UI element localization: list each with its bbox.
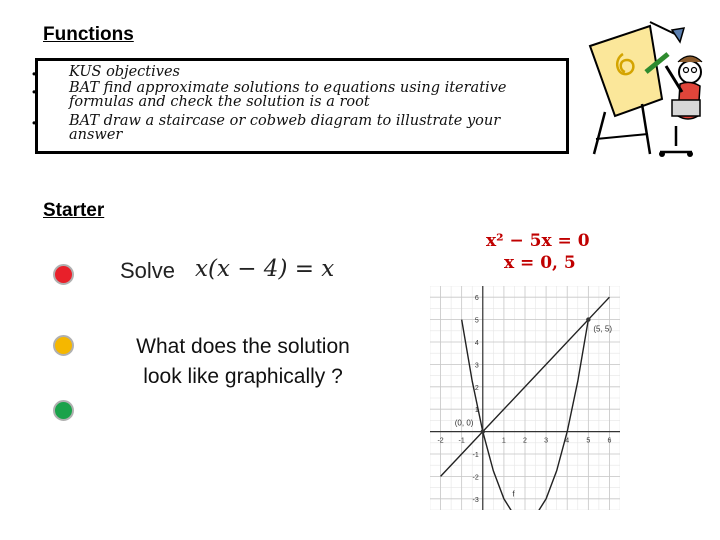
point-label: (5, 5): [593, 324, 613, 334]
objective-1-line-2: formulas and check the solution is a root: [69, 94, 370, 110]
curve-label: f: [512, 489, 515, 499]
y-tick-label: 1: [474, 407, 479, 415]
x-tick-label: 2: [523, 437, 527, 445]
intersection-point: [481, 429, 485, 433]
x-tick-label: -2: [437, 437, 444, 445]
y-tick-label: 5: [474, 317, 479, 325]
objective-2-line-2: answer: [69, 127, 123, 143]
page-title: Functions: [43, 24, 134, 45]
objective-2-line-1: BAT draw a staircase or cobweb diagram to illustrate your: [69, 113, 501, 129]
bullet: •: [32, 116, 37, 130]
solve-label: Solve: [120, 258, 176, 283]
y-tick-label: 6: [474, 295, 479, 303]
answer-line-2: x = 0, 5: [504, 253, 576, 273]
question-line-1: What does the solution: [136, 335, 350, 358]
teacher-at-easel-icon: [580, 14, 710, 159]
question-text: [112, 332, 374, 392]
bullet: •: [32, 67, 37, 81]
x-tick-label: 3: [544, 437, 549, 445]
y-tick-label: -2: [472, 474, 479, 482]
point-label: (0, 0): [454, 418, 474, 428]
objectives-box: [32, 58, 569, 154]
starter-heading: Starter: [43, 200, 105, 221]
x-tick-label: 6: [607, 437, 612, 445]
amber-traffic-light-icon[interactable]: [53, 335, 74, 356]
y-tick-label: 4: [474, 340, 479, 347]
objective-1-line-1: BAT find approximate solutions to equations using iterative: [69, 80, 507, 96]
y-tick-label: 2: [474, 384, 479, 392]
green-traffic-light-icon[interactable]: [53, 400, 74, 421]
y-tick-label: -3: [472, 496, 479, 504]
objectives-heading: KUS objectives: [69, 64, 180, 80]
x-tick-label: 4: [565, 437, 570, 445]
answer-line-1: x² − 5x = 0: [486, 231, 590, 251]
red-traffic-light-icon[interactable]: [53, 264, 74, 285]
question-line-2: look like graphically ?: [143, 365, 343, 388]
x-tick-label: 1: [501, 437, 506, 445]
intersection-point: [586, 317, 590, 321]
starter-equation: x(x − 4) = x: [195, 256, 335, 282]
y-tick-label: -1: [472, 452, 479, 459]
x-tick-label: 5: [586, 437, 591, 445]
x-tick-label: -1: [458, 437, 465, 445]
bullet: •: [32, 85, 37, 99]
solution-graph: [430, 286, 620, 510]
y-tick-label: 3: [474, 362, 479, 370]
